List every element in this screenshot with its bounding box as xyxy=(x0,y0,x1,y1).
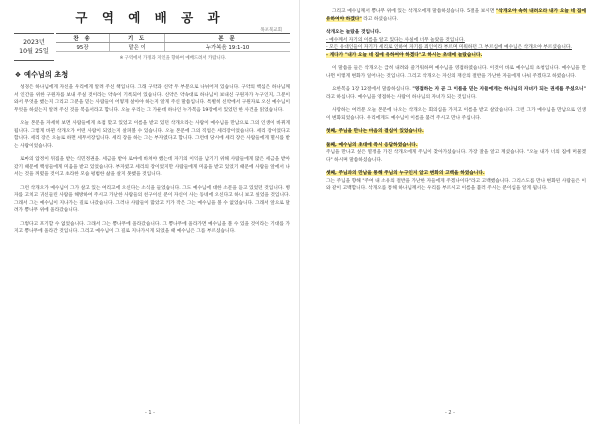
worship-info-table xyxy=(56,33,290,52)
paragraph xyxy=(326,142,586,165)
section-title-text: 예수님의 초청 xyxy=(24,70,69,79)
point-heading: 첫째, 주님을 만나는 마음의 결심이 있었습니다. xyxy=(326,129,424,134)
info-note: ※ 구역에서 가정과 지인을 향하여 예배드려서 카랍니다. xyxy=(119,56,227,61)
info-header-row xyxy=(56,34,290,43)
verse-tail: 라고 하십니다. 예수님을 영접하는 사람이 하나님의 자녀가 되는 것입니다. xyxy=(326,94,477,100)
page-number: - 1 - xyxy=(145,410,155,416)
paragraph: 이 말씀을 들은 삭개오는 급히 내려와 즐거워하며 예수님을 영접하였습니다. 이것이 바로 예수님의 초청입니다. 예수님을 만나면 이렇게 변화가 일어나는 것입니다. 그리고 삭개오는 자신의 재산의 절반을 가난한 자들에게 나눠 주겠다고 하였습니다. xyxy=(326,66,586,79)
section-title xyxy=(14,70,68,80)
paragraph xyxy=(326,29,586,59)
point-item: - 게다가 "내가 오늘 네 집에 유하여야 하겠다"고 하시는 초대에 놀랐습니다. xyxy=(326,52,483,58)
paragraph xyxy=(326,86,586,101)
verse-intro: 요한복음 1장 12절에서 말씀하십니다. xyxy=(332,87,411,92)
point-body: 주님을 만나고 싶은 열정을 가진 삭개오에게 주님이 찾아가셨습니다. 가장 잘을 알고 계셨습니다. "오늘 내가 너의 집에 머물겠다" 하시며 말씀하셨습니다. xyxy=(326,150,586,163)
hymn-header: 찬 송 xyxy=(56,34,110,43)
paragraph xyxy=(326,8,586,23)
date-year: 2023년 xyxy=(23,39,45,46)
quote-tail: 라고 하셨습니다. xyxy=(363,16,398,22)
date-day: 10월 25일 xyxy=(19,48,49,55)
bullet-icon: ❖ xyxy=(14,70,22,79)
point-heading: 둘째, 예수님의 초대에 즉시 응답하였습니다. xyxy=(326,142,418,148)
page-title: 구 역 예 배 공 과 xyxy=(75,10,225,25)
date-box xyxy=(14,33,54,61)
paragraph: 그렇다고 포기할 수 없었습니다. 그래서 그는 뽕나무에 올라갔습니다. 그 뽕나무에 올라가면 예수님을 볼 수 있을 것이라는 기대를 가지고 뽕나무에 올라간 것입니다. 그리고 예수님이 그 길로 지나가시게 되었을 때 예수님은 그를 부르셨습니다. xyxy=(14,221,290,234)
paragraph xyxy=(326,128,586,136)
point-heading: 셋째, 주님과의 만남을 통해 주님의 누구인지 알고 변화의 고백을 하였습니다. xyxy=(326,171,485,176)
paragraph xyxy=(326,170,586,193)
paragraph: 성경은 하나님에게 자신을 우리에게 알려 주신 책입니다. 그래 구약과 신약 두 부분으로 나뉘어져 있습니다. 구약의 핵심은 하나님께서 인간을 위한 구원자를 보내 주실 것이라는 약속이 기록되어 있습니다. 신약은 약속대로 하나님이 보내신 구원자가 누구인지, 그분이 와서 무엇을 했는지 그리고 그분을 믿는 사람들이 어떻게 살아야 하는지 알게 주신 말씀입니다. 특별히 신약에서 구원자로 오신 예수님이 무엇을 하셨는지 알려 주신 것을 복음서라고 합니다. 오늘 우리는 그 가운데 하나인 누가복음 19장에서 있었던 한 사건을 읽었습니다. xyxy=(14,85,290,113)
paragraph: 로마의 압정이 뒤집을 받는 식민정권을. 세금을 받아 로마에 바쳐야 했는데 자기의 이익을 남기기 위해 사람들에게 많은 세금을 받아 갔기 때문에 백성들에게 미움을 받고 있었습니다. 부자였고 세리의 장이었지만 사람들에게 미움을 받고 있었기 때문에 사람들 앞에서 나서는 것을 꺼렸을 것이고 초라한 모습 평범한 삶을 살지 못했을 것입니다. xyxy=(14,157,290,177)
point-item: - 예수께서 자기의 이름을 알고 있다는 사실에 너무 놀랐을 것입니다. xyxy=(326,37,465,43)
prayer-value: 맡은 이 xyxy=(110,43,165,52)
page-number: - 2 - xyxy=(445,410,455,416)
paragraph: 사랑하는 여러분 오늘 본문에 나오는 삭개오는 회의심을 가지고 이름을 받고 살았습니다. 그런 그가 예수님을 만남으로 인생이 변화되었습니다. 우리에게도 예수님이 이름을 불러 주시고 만나 주십니다. xyxy=(326,108,586,121)
point-body: 그는 주님을 향해 "주여 내 소유의 절반을 가난한 자들에게 주겠나이다"라고 고백했습니다. 그리스도를 만나 변화된 사람들은 이와 같이 고백합니다. 삭개오를 통해 하나님께서는 우리를 부르시고 이름을 불러 주시는 분이심을 알게 됩니다. xyxy=(326,178,586,191)
paragraph: 오늘 본문을 자세히 보면 사람들에게 초점 맞고 있었고 이름을 받고 있던 삭개오라는 사람이 예수님을 만남으로 그의 인생이 바뀌게 됩니다. 그렇게 바뀐 삭개오가 어떤 사람이 되었는지 살펴볼 수 있습니다. 오늘 본문에 그의 직업은 세리장이었습니다. 세리 장이었다고 합니다. 세리 장은 오늘로 하면 세무서장입니다. 세리 장을 하는 그는 부자였다고 합니다. 그런데 당시에 세리 장은 사람들에게 멸시를 받는 사람이었습니다. xyxy=(14,121,290,149)
right-body-text xyxy=(326,8,586,408)
church-name: 목포북교회 xyxy=(260,28,282,33)
point-item: - 모든 유대인들이 자기가 세리로 인하여 자기를 죄인이라 부르며 미워하던 그 부르심에 예수님은 삭개오야 부르셨습니다. xyxy=(326,45,572,50)
highlighted-quote: "삭개오야 속히 내려오라 내가 오늘 네 집에 유하여야 하겠다" xyxy=(326,9,586,22)
paragraph: 그런 삭개오가 예수님이 그가 살고 있는 여리고에 오신다는 소식을 들었습니다. 그도 예수님에 대한 소문을 듣고 있었던 것입니다. 병자를 고치고 귀신들린 사람을 해방하여 주시고 가난한 사람들의 친구이신 분이 자신이 사는 동네에 오신다고 하니 보고 싶었을 것입니다. 그래서 그는 예수님이 지나가는 길로 나갔습니다. 그러나 사람들이 많았고 키가 작은 그는 예수님을 볼 수 없었습니다. 그래서 앞으로 달려가 뽕나무 위에 올라갔습니다. xyxy=(14,185,290,213)
hymn-value: 95장 xyxy=(56,43,110,52)
info-value-row xyxy=(56,43,290,52)
verse-quote: "영접하는 자 곧 그 이름을 믿는 자들에게는 하나님의 자녀가 되는 권세를 주셨으니" xyxy=(412,87,586,92)
lead-text: 삭개오는 놀랐을 것입니다. xyxy=(326,30,381,35)
left-body-text xyxy=(14,84,290,408)
scripture-value: 누가복음 19:1-10 xyxy=(165,43,290,52)
scripture-header: 본 문 xyxy=(165,34,290,43)
prayer-header: 기 도 xyxy=(110,34,165,43)
intro-text: 그리고 예수님께서 뽕나무 위에 있는 삭개오에게 말씀하셨습니다. 5절을 보시면 xyxy=(332,9,495,14)
